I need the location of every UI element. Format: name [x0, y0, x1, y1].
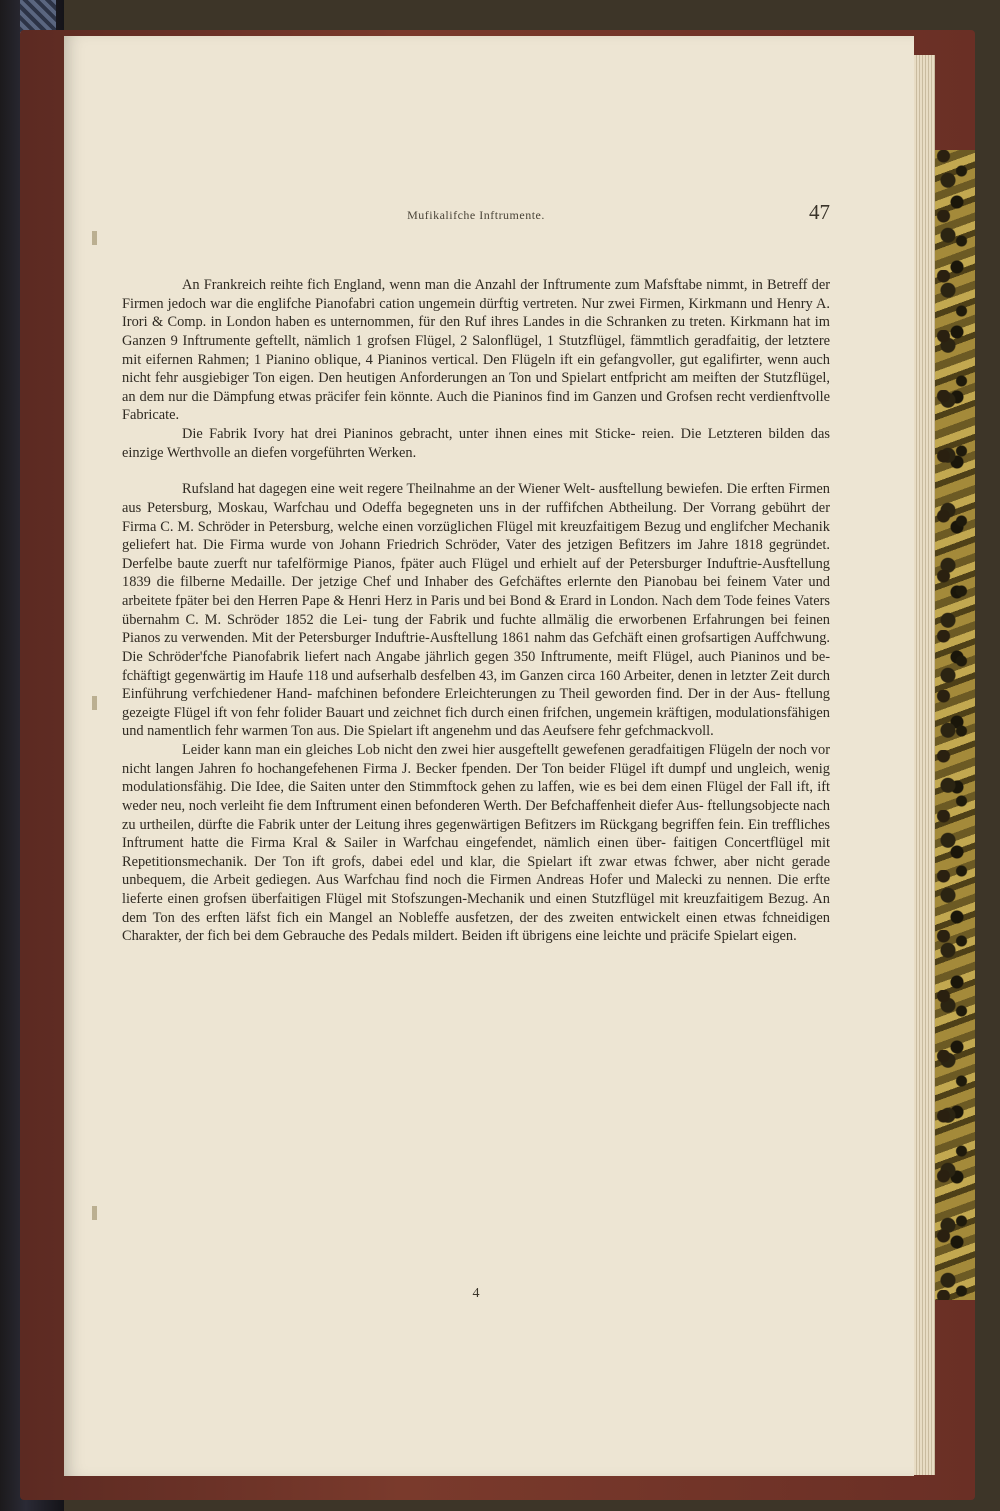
paragraph-ivory: Die Fabrik Ivory hat drei Pianinos gebracht, unter ihnen eines mit Sticke- reien. Die Letzteren bilden das einzige Werthvolle an diefen vorgeführten Werken.	[122, 426, 830, 461]
gutter-mark	[92, 696, 97, 710]
gutter-mark	[92, 1206, 97, 1220]
marbled-edge	[930, 150, 975, 1300]
paragraph-russland: Rufsland hat dagegen eine weit regere Theilnahme an der Wiener Welt- ausftellung bewiefen. Die erften Firmen aus Petersburg, Moskau, Warfchau und Odeffa begegneten uns in der ruffifchen Abtheilung. Der Vorrang gebührt der Firma C. M. Schröder in Petersburg, welche einen vorzüglichen Flügel mit kreuzfaitigem Bezug und englifcher Mechanik geliefert hat. Die Firma wurde von Johann Friedrich Schröder, Vater des jetzigen Befitzers im Jahre 1818 gegründet. Derfelbe baute zuerft nur tafelförmige Pianos, fpäter auch Flügel und erhielt auf der Petersburger Induftrie-Ausftellung 1839 die filberne Medaille. Der jetzige Chef und Inhaber des Gefchäftes erlernte den Pianobau bei feinem Vater und arbeitete fpäter bei den Herren Pape & Henri Herz in Paris und bei Bond & Erard in London. Nach dem Tode feines Vaters übernahm C. M. Schröder 1852 die Lei- tung der Fabrik und fuchte allmälig die erworbenen Erfahrungen bei feinen Pianos zu verwenden. Mit der Petersburger Induftrie-Ausftellung 1861 nahm das Gefchäft einen grofsartigen Auffchwung. Die Schröder'fche Pianofabrik liefert nach Angabe jährlich gegen 350 Inftrumente, meift Flügel, auch Pianinos und be- fchäftigt gegenwärtig im Haufe 118 und aufserhalb desfelben 43, im Ganzen circa 160 Arbeiter, denen in letzter Zeit durch Einführung verfchiedener Hand- mafchinen befondere Erleichterungen zu Theil geworden find. Der in der Aus- ftellung gezeigte Flügel ift von fehr folider Bauart und zeichnet fich durch einen frifchen, ungemein kräftigen, modulationsfähigen und namentlich fehr warmen Ton aus. Die Spielart ift angenehm und das Aeufsere fehr gefchmackvoll.	[122, 481, 830, 740]
body-text	[122, 276, 830, 946]
signature-mark: 4	[472, 1286, 480, 1301]
gutter-mark	[92, 231, 97, 245]
paragraph-england: An Frankreich reihte fich England, wenn man die Anzahl der Inftrumente zum Mafsftabe nimmt, in Betreff der Firmen jedoch war die englifche Pianofabri cation ungemein dürftig vertreten. Nur zwei Firmen, Kirkmann und Henry A. Irori & Comp. in London haben es unternommen, für den Ruf ihres Landes in die Schranken zu treten. Kirkmann hat im Ganzen 9 Inftrumente geftellt, nämlich 1 grofsen Flügel, 2 Salonflügel, 1 Stutzflügel, fämmtlich geradfaitig, der letztere mit eifernen Rahmen; 1 Pianino oblique, 4 Pianinos vertical. Den Flügeln ift ein gefangvoller, gut egalifirter, wenn auch nicht fehr ausgiebiger Ton eigen. Den heutigen Anforderungen an Ton und Spielart entfpricht am meiften der Stutzflügel, an dem nur die Dämpfung etwas präcifer fein könnte. Auch die Pianinos find im Ganzen und Grofsen recht verdienftvolle Fabricate.	[122, 277, 830, 424]
paragraph-becker: Leider kann man ein gleiches Lob nicht den zwei hier ausgeftellt gewefenen geradfaitigen Flügeln der noch vor nicht langen Jahren fo hochangefehenen Firma J. Becker fpenden. Der Ton beider Flügel ift dumpf und ungleich, wenig modulationsfähig. Die Idee, die Saiten unter den Stimmftock gehen zu laffen, wie es bei dem einen Flügel der Fall ift, ift weder neu, noch verleiht fie dem Inftrument einen befonderen Werth. Der Befchaffenheit diefer Aus- ftellungsobjecte nach zu urtheilen, dürfte die Fabrik unter der Leitung ihres gegenwärtigen Befitzers im Rückgang begriffen fein. Ein treffliches Inftrument hatte die Firma Kral & Sailer in Warfchau eingefendet, nämlich einen über- faitigen Concertflügel mit Repetitionsmechanik. Der Ton ift grofs, dabei edel und klar, die Spielart ift zwar etwas fchwer, aber nicht gerade unbequem, die Arbeit gediegen. Aus Warfchau find noch die Firmen Andreas Hofer und Malecki zu nennen. Die erfte lieferte einen grofsen überfaitigen Flügel mit Stofszungen-Mechanik und einen Stutzflügel mit kreuzfaitigem Bezug. An dem Ton des erften läfst fich ein Mangel an Nobleffe ausfetzen, der des zweiten entwickelt einen etwas fchneidigen Charakter, der fich bei dem Gebrauche des Pedals mildert. Beiden ift übrigens eine leichte und präcife Spielart eigen.	[122, 742, 830, 945]
page-number: 47	[809, 200, 830, 224]
page-header	[122, 200, 830, 230]
book-page	[64, 36, 914, 1476]
running-title: Mufikalifche Inftrumente.	[407, 208, 545, 222]
